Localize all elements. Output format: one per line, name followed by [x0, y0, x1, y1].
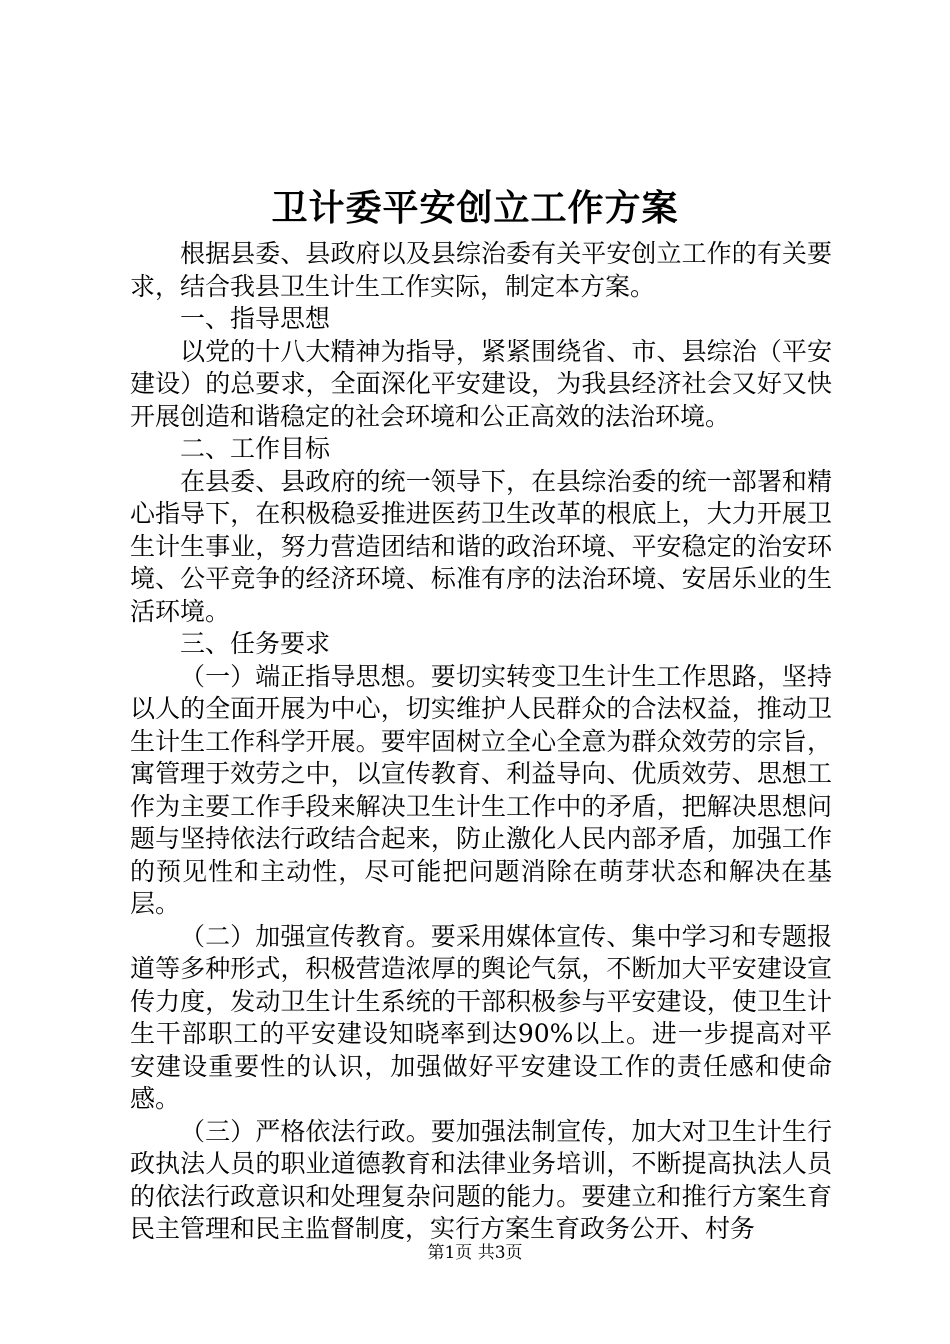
section-text-work-goals: 在县委、县政府的统一领导下，在县综治委的统一部署和精心指导下，在积极稳妥推进医药卫生改革的根底上，大力开展卫生计生事业，努力营造团结和谐的政治环境、平安稳定的治安环境、公平竞争的经济环境、标准有序的法治环境、安居乐业的生活环境。 — [130, 466, 832, 626]
task-item-3: （三）严格依法行政。要加强法制宣传，加大对卫生计生行政执法人员的职业道德教育和法律业务培训，不断提高执法人员的依法行政意识和处理复杂问题的能力。要建立和推行方案生育民主管理和民主监督制度，实行方案生育政务公开、村务 — [130, 1116, 832, 1243]
section-text-guiding-ideology: 以党的十八大精神为指导，紧紧围绕省、市、县综治（平安建设）的总要求，全面深化平安建设，为我县经济社会又好又快开展创造和谐稳定的社会环境和公正高效的法治环境。 — [130, 336, 832, 431]
task-item-2: （二）加强宣传教育。要采用媒体宣传、集中学习和专题报道等多种形式，积极营造浓厚的舆论气氛，不断加大平安建设宣传力度，发动卫生计生系统的干部积极参与平安建设，使卫生计生干部职工的平安建设知晓率到达90%以上。进一步提高对平安建设重要性的认识，加强做好平安建设工作的责任感和使命感。 — [130, 921, 832, 1113]
document-body — [130, 238, 832, 1246]
document-title: 卫计委平安创立工作方案 — [271, 187, 679, 229]
intro-paragraph: 根据县委、县政府以及县综治委有关平安创立工作的有关要求，结合我县卫生计生工作实际，制定本方案。 — [130, 239, 832, 301]
section-heading-task-requirements: 三、任务要求 — [180, 629, 331, 658]
section-heading-guiding-ideology: 一、指导思想 — [180, 304, 331, 333]
section-heading-work-goals: 二、工作目标 — [180, 434, 331, 463]
task-item-1: （一）端正指导思想。要切实转变卫生计生工作思路，坚持以人的全面开展为中心，切实维护人民群众的合法权益，推动卫生计生工作科学开展。要牢固树立全心全意为群众效劳的宗旨，寓管理于效劳之中，以宣传教育、利益导向、优质效劳、思想工作为主要工作手段来解决卫生计生工作中的矛盾，把解决思想问题与坚持依法行政结合起来，防止激化人民内部矛盾，加强工作的预见性和主动性，尽可能把问题消除在萌芽状态和解决在基层。 — [130, 661, 832, 918]
page-footer: 第1页 共3页 — [427, 1243, 523, 1263]
